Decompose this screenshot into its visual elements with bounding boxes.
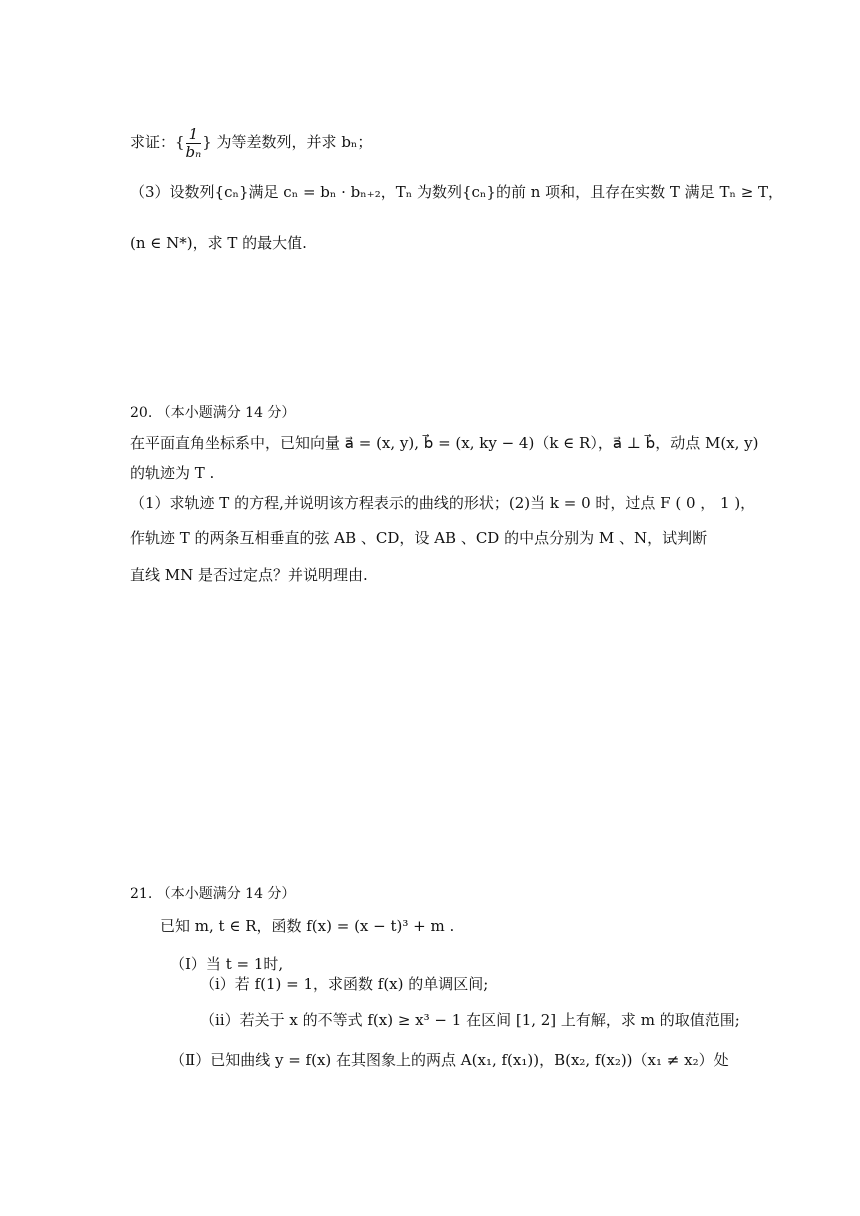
q21-line4: （ⅱ）若关于 x 的不等式 f(x) ≥ x³ − 1 在区间 [1, 2] 上有解，求 m 的取值范围;	[200, 1011, 740, 1029]
q20-header: 20. （本小题满分 14 分）	[130, 405, 296, 421]
q21-line3: （ⅰ）若 f(1) = 1，求函数 f(x) 的单调区间;	[200, 975, 489, 993]
fraction-1-over-bn	[186, 126, 202, 161]
q19-line1-prefix: 求证：{	[130, 133, 185, 151]
q20-line1: 在平面直角坐标系中，已知向量 a⃗ = (x, y), b⃗ = (x, ky − 4)（k ∈ R），a⃗ ⊥ b⃗，动点 M(x, y)	[130, 434, 759, 452]
q20-line5: 直线 MN 是否过定点？并说明理由.	[130, 566, 368, 584]
q21-header: 21. （本小题满分 14 分）	[130, 886, 296, 902]
q19-line1-suffix: } 为等差数列，并求 bₙ；	[202, 133, 373, 151]
q21-line2: （Ⅰ）当 t = 1时,	[170, 955, 284, 973]
q19-line1	[130, 118, 372, 166]
fraction-numerator: 1	[186, 126, 202, 144]
q19-part3-line-cont: (n ∈ N*)，求 T 的最大值.	[130, 234, 307, 252]
q19-part3-line: （3）设数列{cₙ}满足 cₙ = bₙ · bₙ₊₂，Tₙ 为数列{cₙ}的前 n 项和，且存在实数 T 满足 Tₙ ≥ T，	[130, 183, 784, 201]
q21-line5: （Ⅱ）已知曲线 y = f(x) 在其图象上的两点 A(x₁, f(x₁))，B(x₂, f(x₂))（x₁ ≠ x₂）处	[170, 1051, 729, 1069]
q21-line1: 已知 m, t ∈ R，函数 f(x) = (x − t)³ + m .	[160, 917, 455, 935]
fraction-denominator: bₙ	[185, 142, 202, 161]
q20-line2: 的轨迹为 T .	[130, 464, 215, 482]
q20-line4: 作轨迹 T 的两条互相垂直的弦 AB 、CD，设 AB 、CD 的中点分别为 M 、N，试判断	[130, 529, 708, 547]
q20-line3: （1）求轨迹 T 的方程,并说明该方程表示的曲线的形状；(2)当 k = 0 时，过点 F ( 0 ， 1 )，	[130, 494, 756, 512]
